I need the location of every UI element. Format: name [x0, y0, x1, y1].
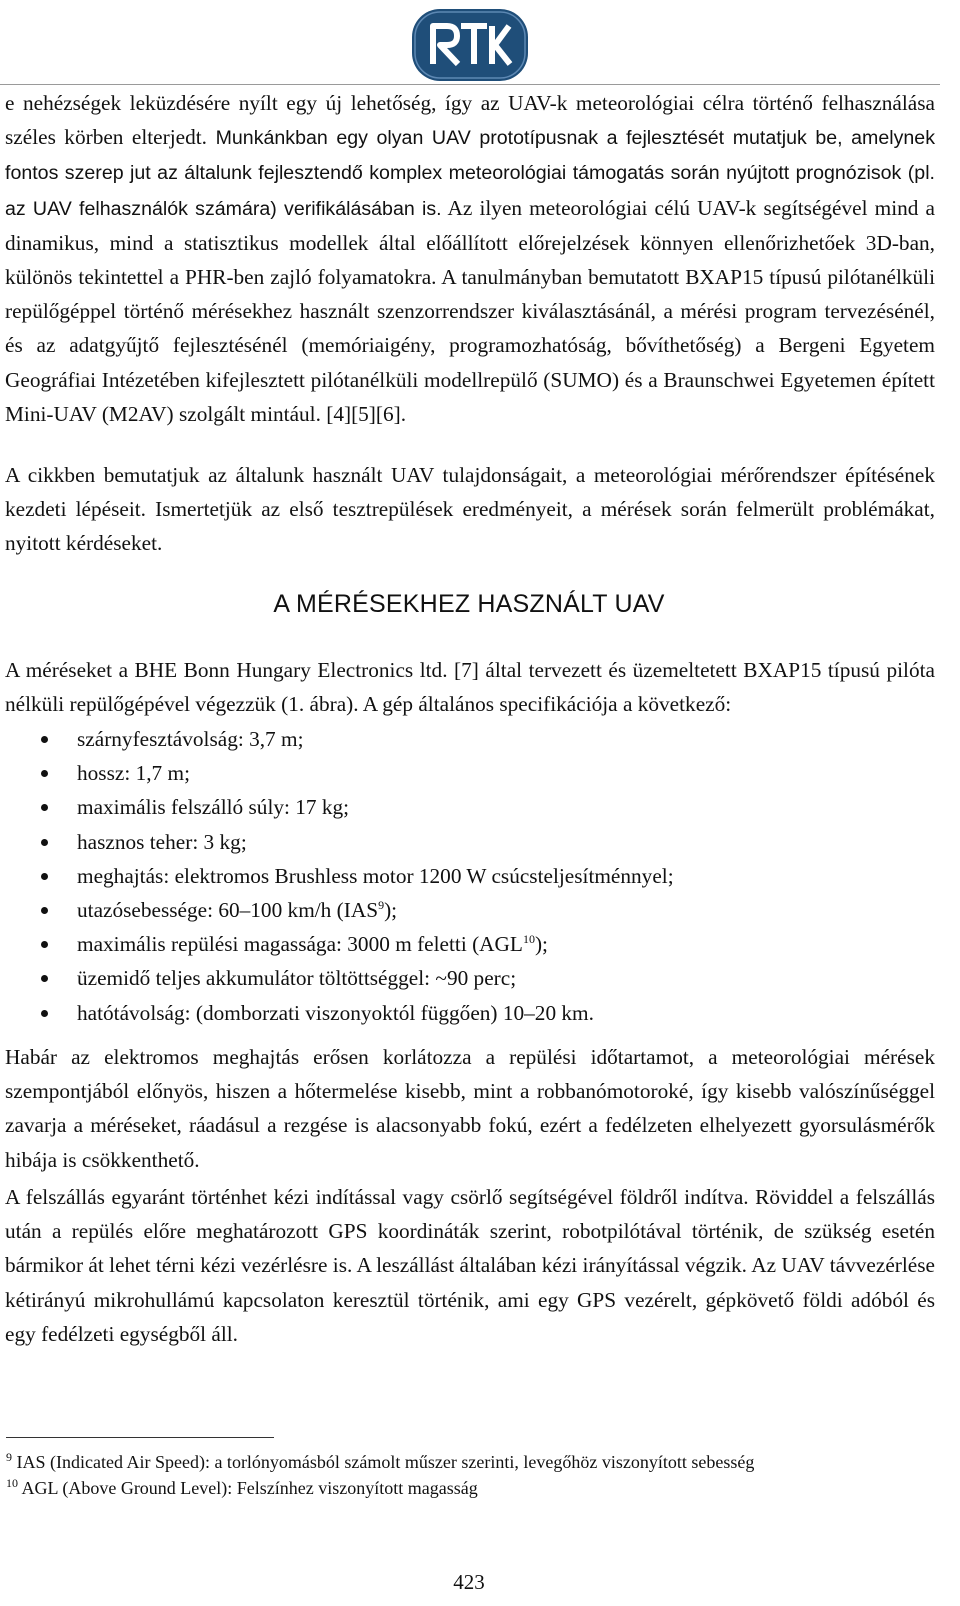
rtk-logo	[411, 8, 529, 82]
spec-propulsion: meghajtás: elektromos Brushless motor 1200 W csúcsteljesítménnyel;	[77, 863, 674, 888]
footnote-ref-9: 9	[378, 897, 385, 912]
spec-altitude-end: );	[534, 932, 548, 957]
footnote-text: AGL (Above Ground Level): Felszínhez viszonyított magasság	[18, 1478, 478, 1498]
footnote-10	[6, 1477, 936, 1499]
section-heading: A MÉRÉSEKHEZ HASZNÁLT UAV	[273, 590, 665, 618]
list-item	[0, 961, 930, 995]
intro-paragraph	[5, 86, 935, 431]
list-item	[0, 996, 930, 1030]
list-item	[0, 859, 930, 893]
intro-paragraph-part2: Munkánkban egy olyan UAV prototípusnak a fejlesztését mutatjuk be, amelynek fontos szerep jut az általunk fejlesztendő komplex meteorológiai támogatás során nyújtott prognózisok (pl. az UAV felhasználók számára) verifikálásában is.	[5, 127, 936, 220]
summary-paragraph: A cikkben bemutatjuk az általunk használt UAV tulajdonságait, a meteorológiai mérőrendszer építésének kezdeti lépéseit. Ismertetjük az első tesztrepülések eredményeit, a mérések során felmerült problémákat, nyitott kérdéseket.	[5, 463, 935, 556]
footnote-ref-10: 10	[522, 932, 535, 947]
spec-list	[0, 722, 930, 1030]
intro-paragraph-part3: Az ilyen meteorológiai célú UAV-k segítségével mind a dinamikus, mind a statisztikus modellek által előállított előrejelzések könnyen ellenőrizhetőek 3D-ban, különös tekintettel a PHR-ben zajló folyamatokra. A tanulmányban bemutatott BXAP15 típusú pilótanélküli repülőgéppel történő mérésekhez használt szenzorrendszer kiválasztásánál, a mérési program tervezésénél, és az adatgyűjtő fejlesztésénél (memóriaigény, programozhatóság, bővíthetőség) a Bergeni Egyetem Geográfiai Intézetében kifejlesztett pilótanélküli modellrepülő (SUMO) és a Braunschwei Egyetemen épített Mini-UAV (M2AV) szolgált mintául. [4][5][6].	[5, 195, 935, 426]
footnote-9	[6, 1451, 936, 1473]
footnote-number: 9	[6, 1450, 12, 1464]
footnote-text: IAS (Indicated Air Speed): a torlónyomásból számolt műszer szerinti, levegőhöz viszonyított sebesség	[12, 1452, 755, 1472]
list-item	[0, 893, 930, 927]
spec-wingspan: szárnyfesztávolság: 3,7 m;	[77, 727, 304, 751]
page-number: 423	[453, 1570, 485, 1594]
spec-takeoff-weight: maximális felszálló súly: 17 kg;	[77, 795, 350, 820]
bullet-icon	[41, 736, 48, 743]
spec-endurance: üzemidő teljes akkumulátor töltöttséggel: ~90 perc;	[77, 966, 517, 991]
list-item	[0, 722, 930, 756]
spec-payload: hasznos teher: 3 kg;	[77, 829, 247, 854]
spec-speed-end: );	[384, 897, 398, 922]
list-item	[0, 927, 930, 961]
spec-altitude: maximális repülési magassága: 3000 m feletti (AGL	[77, 932, 523, 957]
spec-length: hossz: 1,7 m;	[77, 761, 190, 786]
list-item	[0, 756, 930, 790]
header-rule	[0, 84, 940, 85]
bullet-icon	[41, 839, 48, 846]
spec-range: hatótávolság: (domborzati viszonyoktól függően) 10–20 km.	[77, 1000, 594, 1025]
bullet-icon	[41, 873, 48, 880]
bullet-icon	[41, 941, 48, 948]
uav-intro-paragraph: A méréseket a BHE Bonn Hungary Electronics ltd. [7] által tervezett és üzemeltetett BXAP15 típusú pilóta nélküli repülőgépével végezzük (1. ábra). A gép általános specifikációja a következő:	[5, 658, 935, 717]
footnote-number: 10	[6, 1476, 18, 1490]
bullet-icon	[41, 907, 48, 914]
spec-speed: utazósebessége: 60–100 km/h (IAS	[77, 897, 379, 922]
list-item	[0, 790, 930, 824]
takeoff-paragraph: A felszállás egyaránt történhet kézi indítással vagy csörlő segítségével földről indítva. Röviddel a felszállás után a repülés előre meghatározott GPS koordináták szerint, robotpilótával történik, de szükség esetén bármikor át lehet térni kézi vezérlésre is. A leszállást általában kézi irányítással végzik. Az UAV távvezérlése kétirányú mikrohullámú kapcsolaton keresztül történik, ami egy GPS vezérelt, gépkövető földi adóból és egy fedélzeti egységből áll.	[5, 1185, 935, 1346]
bullet-icon	[41, 1010, 48, 1017]
bullet-icon	[41, 770, 48, 777]
list-item	[0, 825, 930, 859]
bullet-icon	[41, 975, 48, 982]
intro-paragraph-part1: e nehézségek leküzdésére nyílt egy új lehetőség, így az UAV-k meteorológiai célra történő felhasználása széles körben elterjedt.	[5, 91, 935, 150]
footnote-rule	[6, 1437, 274, 1438]
propulsion-paragraph: Habár az elektromos meghajtás erősen korlátozza a repülési időtartamot, a meteorológiai mérések szempontjából előnyös, hiszen a hőtermelése kisebb, mint a robbanómotoroké, így kisebb valószínűséggel zavarja a méréseket, ráadásul a rezgése is alacsonyabb fokú, ezért a fedélzeten elhelyezett gyorsulásmérők hibája is csökkenthető.	[5, 1045, 935, 1172]
bullet-icon	[41, 804, 48, 811]
